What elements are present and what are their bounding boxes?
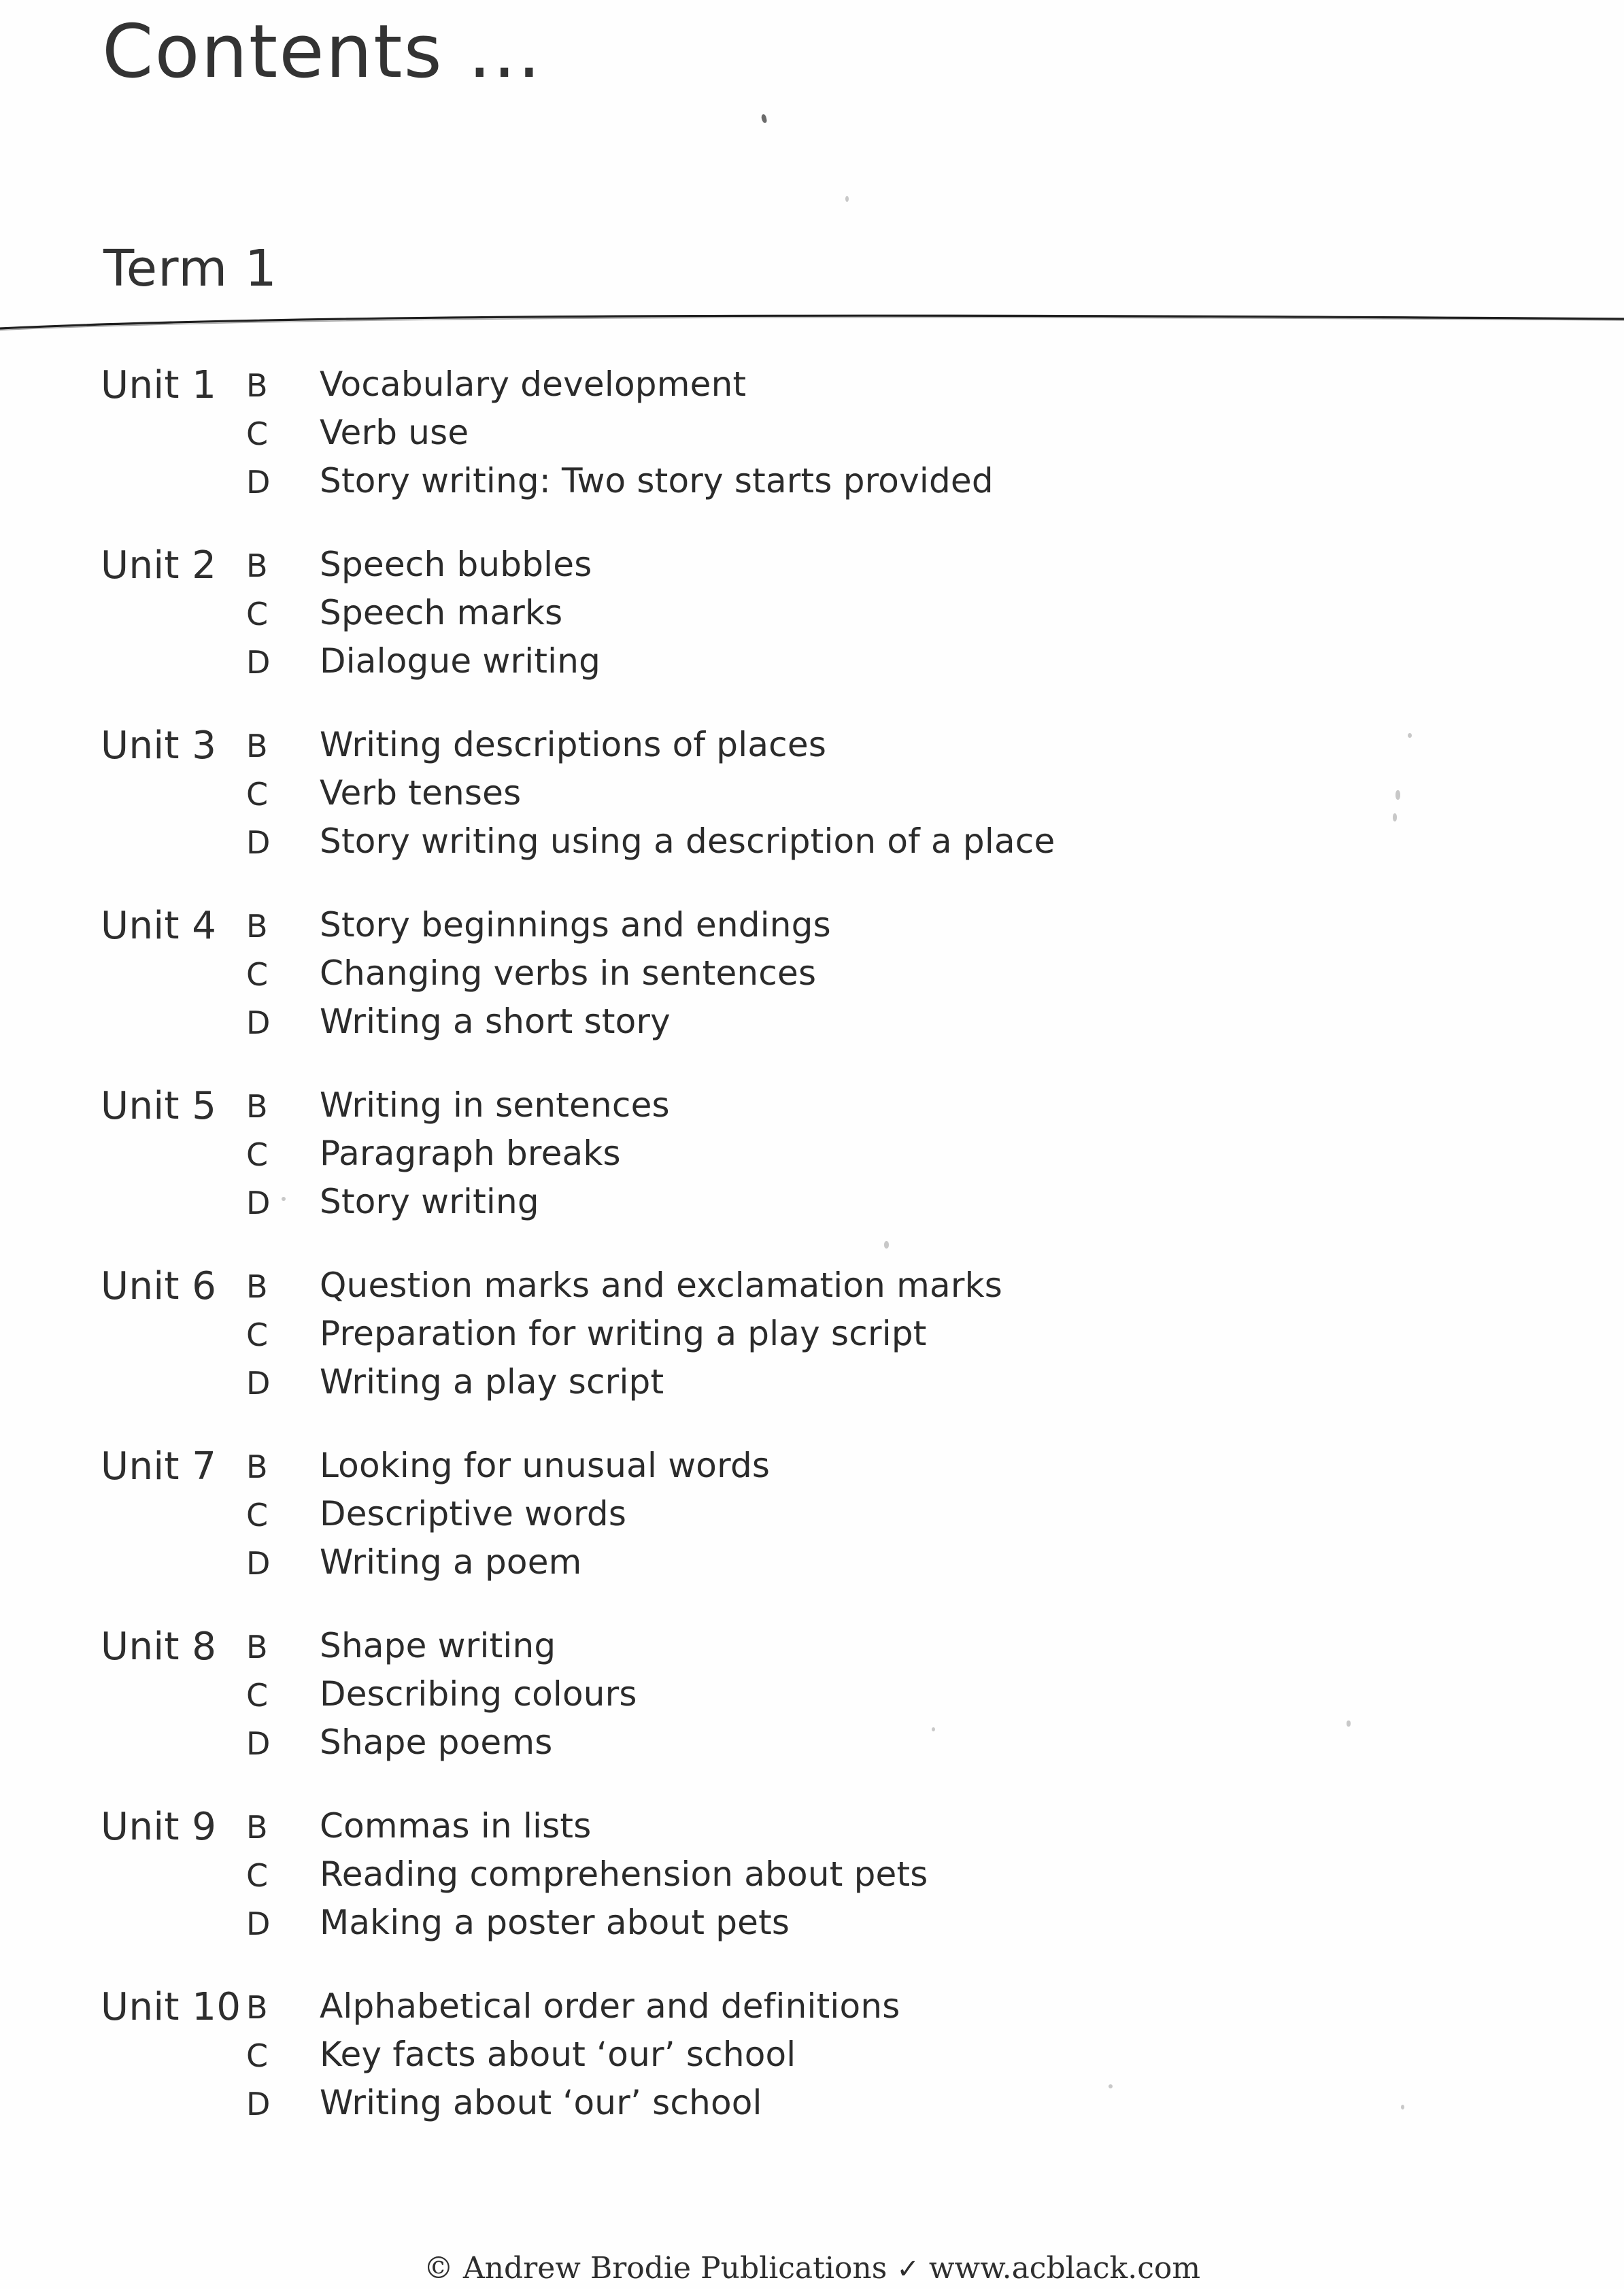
term-heading: Term 1 <box>103 239 277 298</box>
footer-website: www.acblack.com <box>919 2251 1201 2286</box>
section-letter: B <box>246 1088 268 1125</box>
table-row[interactable] <box>0 592 1624 640</box>
topic-title: Key facts about ‘our’ school <box>320 2035 796 2074</box>
section-letter: C <box>246 956 269 993</box>
section-letter: D <box>246 1545 271 1582</box>
check-icon: ✓ <box>896 2254 919 2285</box>
unit-label: Unit 3 <box>101 724 217 768</box>
topic-title: Verb use <box>320 413 469 452</box>
unit-label: Unit 5 <box>101 1084 217 1128</box>
unit-block <box>0 363 1624 508</box>
table-row[interactable] <box>0 1805 1624 1853</box>
contents-list <box>0 363 1624 2165</box>
unit-label: Unit 8 <box>101 1625 217 1669</box>
table-row[interactable] <box>0 1132 1624 1181</box>
table-row[interactable] <box>0 1444 1624 1493</box>
topic-title: Writing a play script <box>320 1362 664 1402</box>
topic-title: Writing descriptions of places <box>320 725 827 764</box>
section-letter: B <box>246 1629 268 1665</box>
section-letter: B <box>246 908 268 945</box>
unit-block <box>0 1625 1624 1769</box>
section-letter: B <box>246 1268 268 1305</box>
unit-label: Unit 1 <box>101 363 217 407</box>
topic-title: Story writing using a description of a place <box>320 821 1055 861</box>
page-title: Contents ... <box>102 10 543 95</box>
topic-title: Reading comprehension about pets <box>320 1854 928 1894</box>
scan-speck-icon <box>845 196 849 202</box>
unit-label: Unit 10 <box>101 1985 241 2029</box>
table-row[interactable] <box>0 1084 1624 1132</box>
section-letter: C <box>246 1497 269 1533</box>
unit-block <box>0 724 1624 868</box>
unit-block <box>0 1084 1624 1229</box>
topic-title: Paragraph breaks <box>320 1134 621 1173</box>
topic-title: Describing colours <box>320 1674 637 1714</box>
section-letter: D <box>246 644 271 681</box>
topic-title: Writing about ‘our’ school <box>320 2083 762 2122</box>
table-row[interactable] <box>0 1181 1624 1229</box>
table-row[interactable] <box>0 640 1624 688</box>
topic-title: Alphabetical order and definitions <box>320 1986 900 2026</box>
topic-title: Story writing <box>320 1182 539 1221</box>
topic-title: Writing in sentences <box>320 1085 670 1125</box>
table-row[interactable] <box>0 820 1624 868</box>
table-row[interactable] <box>0 952 1624 1000</box>
table-row[interactable] <box>0 1000 1624 1049</box>
section-letter: B <box>246 1989 268 2026</box>
topic-title: Looking for unusual words <box>320 1446 771 1485</box>
unit-label: Unit 2 <box>101 543 217 588</box>
unit-label: Unit 4 <box>101 904 217 948</box>
topic-title: Dialogue writing <box>320 641 601 681</box>
table-row[interactable] <box>0 1985 1624 2033</box>
topic-title: Preparation for writing a play script <box>320 1314 927 1353</box>
table-row[interactable] <box>0 1721 1624 1769</box>
unit-block <box>0 543 1624 688</box>
section-letter: D <box>246 1365 271 1402</box>
topic-title: Question marks and exclamation marks <box>320 1266 1003 1305</box>
unit-block <box>0 904 1624 1049</box>
section-letter: B <box>246 1448 268 1485</box>
table-row[interactable] <box>0 411 1624 460</box>
section-letter: D <box>246 1185 271 1221</box>
section-letter: D <box>246 464 271 501</box>
table-row[interactable] <box>0 724 1624 772</box>
topic-title: Writing a poem <box>320 1542 582 1582</box>
section-letter: B <box>246 728 268 764</box>
section-letter: B <box>246 367 268 404</box>
topic-title: Making a poster about pets <box>320 1903 790 1942</box>
topic-title: Changing verbs in sentences <box>320 953 817 993</box>
table-row[interactable] <box>0 772 1624 820</box>
unit-block <box>0 1444 1624 1589</box>
topic-title: Speech bubbles <box>320 545 592 584</box>
topic-title: Vocabulary development <box>320 364 747 404</box>
topic-title: Descriptive words <box>320 1494 627 1533</box>
table-row[interactable] <box>0 1361 1624 1409</box>
section-letter: C <box>246 1136 269 1173</box>
table-row[interactable] <box>0 1264 1624 1312</box>
topic-title: Verb tenses <box>320 773 522 813</box>
section-letter: C <box>246 776 269 813</box>
topic-title: Story beginnings and endings <box>320 905 831 945</box>
unit-label: Unit 9 <box>101 1805 217 1849</box>
table-row[interactable] <box>0 543 1624 592</box>
section-letter: D <box>246 1004 271 1041</box>
topic-title: Story writing: Two story starts provided <box>320 461 994 501</box>
section-letter: B <box>246 1809 268 1846</box>
table-row[interactable] <box>0 1625 1624 1673</box>
section-letter: C <box>246 1857 269 1894</box>
section-letter: C <box>246 416 269 452</box>
table-row[interactable] <box>0 1673 1624 1721</box>
scan-speck-icon <box>761 114 768 123</box>
table-row[interactable] <box>0 460 1624 508</box>
table-row[interactable] <box>0 1312 1624 1361</box>
section-letter: C <box>246 1677 269 1714</box>
section-letter: D <box>246 824 271 861</box>
table-row[interactable] <box>0 1853 1624 1901</box>
section-letter: D <box>246 1725 271 1762</box>
unit-block <box>0 1805 1624 1950</box>
section-letter: D <box>246 1905 271 1942</box>
footer <box>0 2251 1624 2286</box>
term-divider <box>0 313 1624 332</box>
topic-title: Shape writing <box>320 1626 556 1665</box>
section-letter: C <box>246 1317 269 1353</box>
topic-title: Commas in lists <box>320 1806 592 1846</box>
section-letter: C <box>246 596 269 632</box>
topic-title: Shape poems <box>320 1723 553 1762</box>
table-row[interactable] <box>0 363 1624 411</box>
unit-label: Unit 6 <box>101 1264 217 1308</box>
unit-block <box>0 1985 1624 2130</box>
table-row[interactable] <box>0 1541 1624 1589</box>
topic-title: Writing a short story <box>320 1002 671 1041</box>
unit-label: Unit 7 <box>101 1444 217 1489</box>
table-row[interactable] <box>0 2082 1624 2130</box>
table-row[interactable] <box>0 1901 1624 1950</box>
unit-block <box>0 1264 1624 1409</box>
footer-copyright: © Andrew Brodie Publications <box>423 2251 897 2286</box>
topic-title: Speech marks <box>320 593 563 632</box>
section-letter: C <box>246 2037 269 2074</box>
section-letter: B <box>246 547 268 584</box>
table-row[interactable] <box>0 2033 1624 2082</box>
table-row[interactable] <box>0 904 1624 952</box>
table-row[interactable] <box>0 1493 1624 1541</box>
section-letter: D <box>246 2086 271 2122</box>
